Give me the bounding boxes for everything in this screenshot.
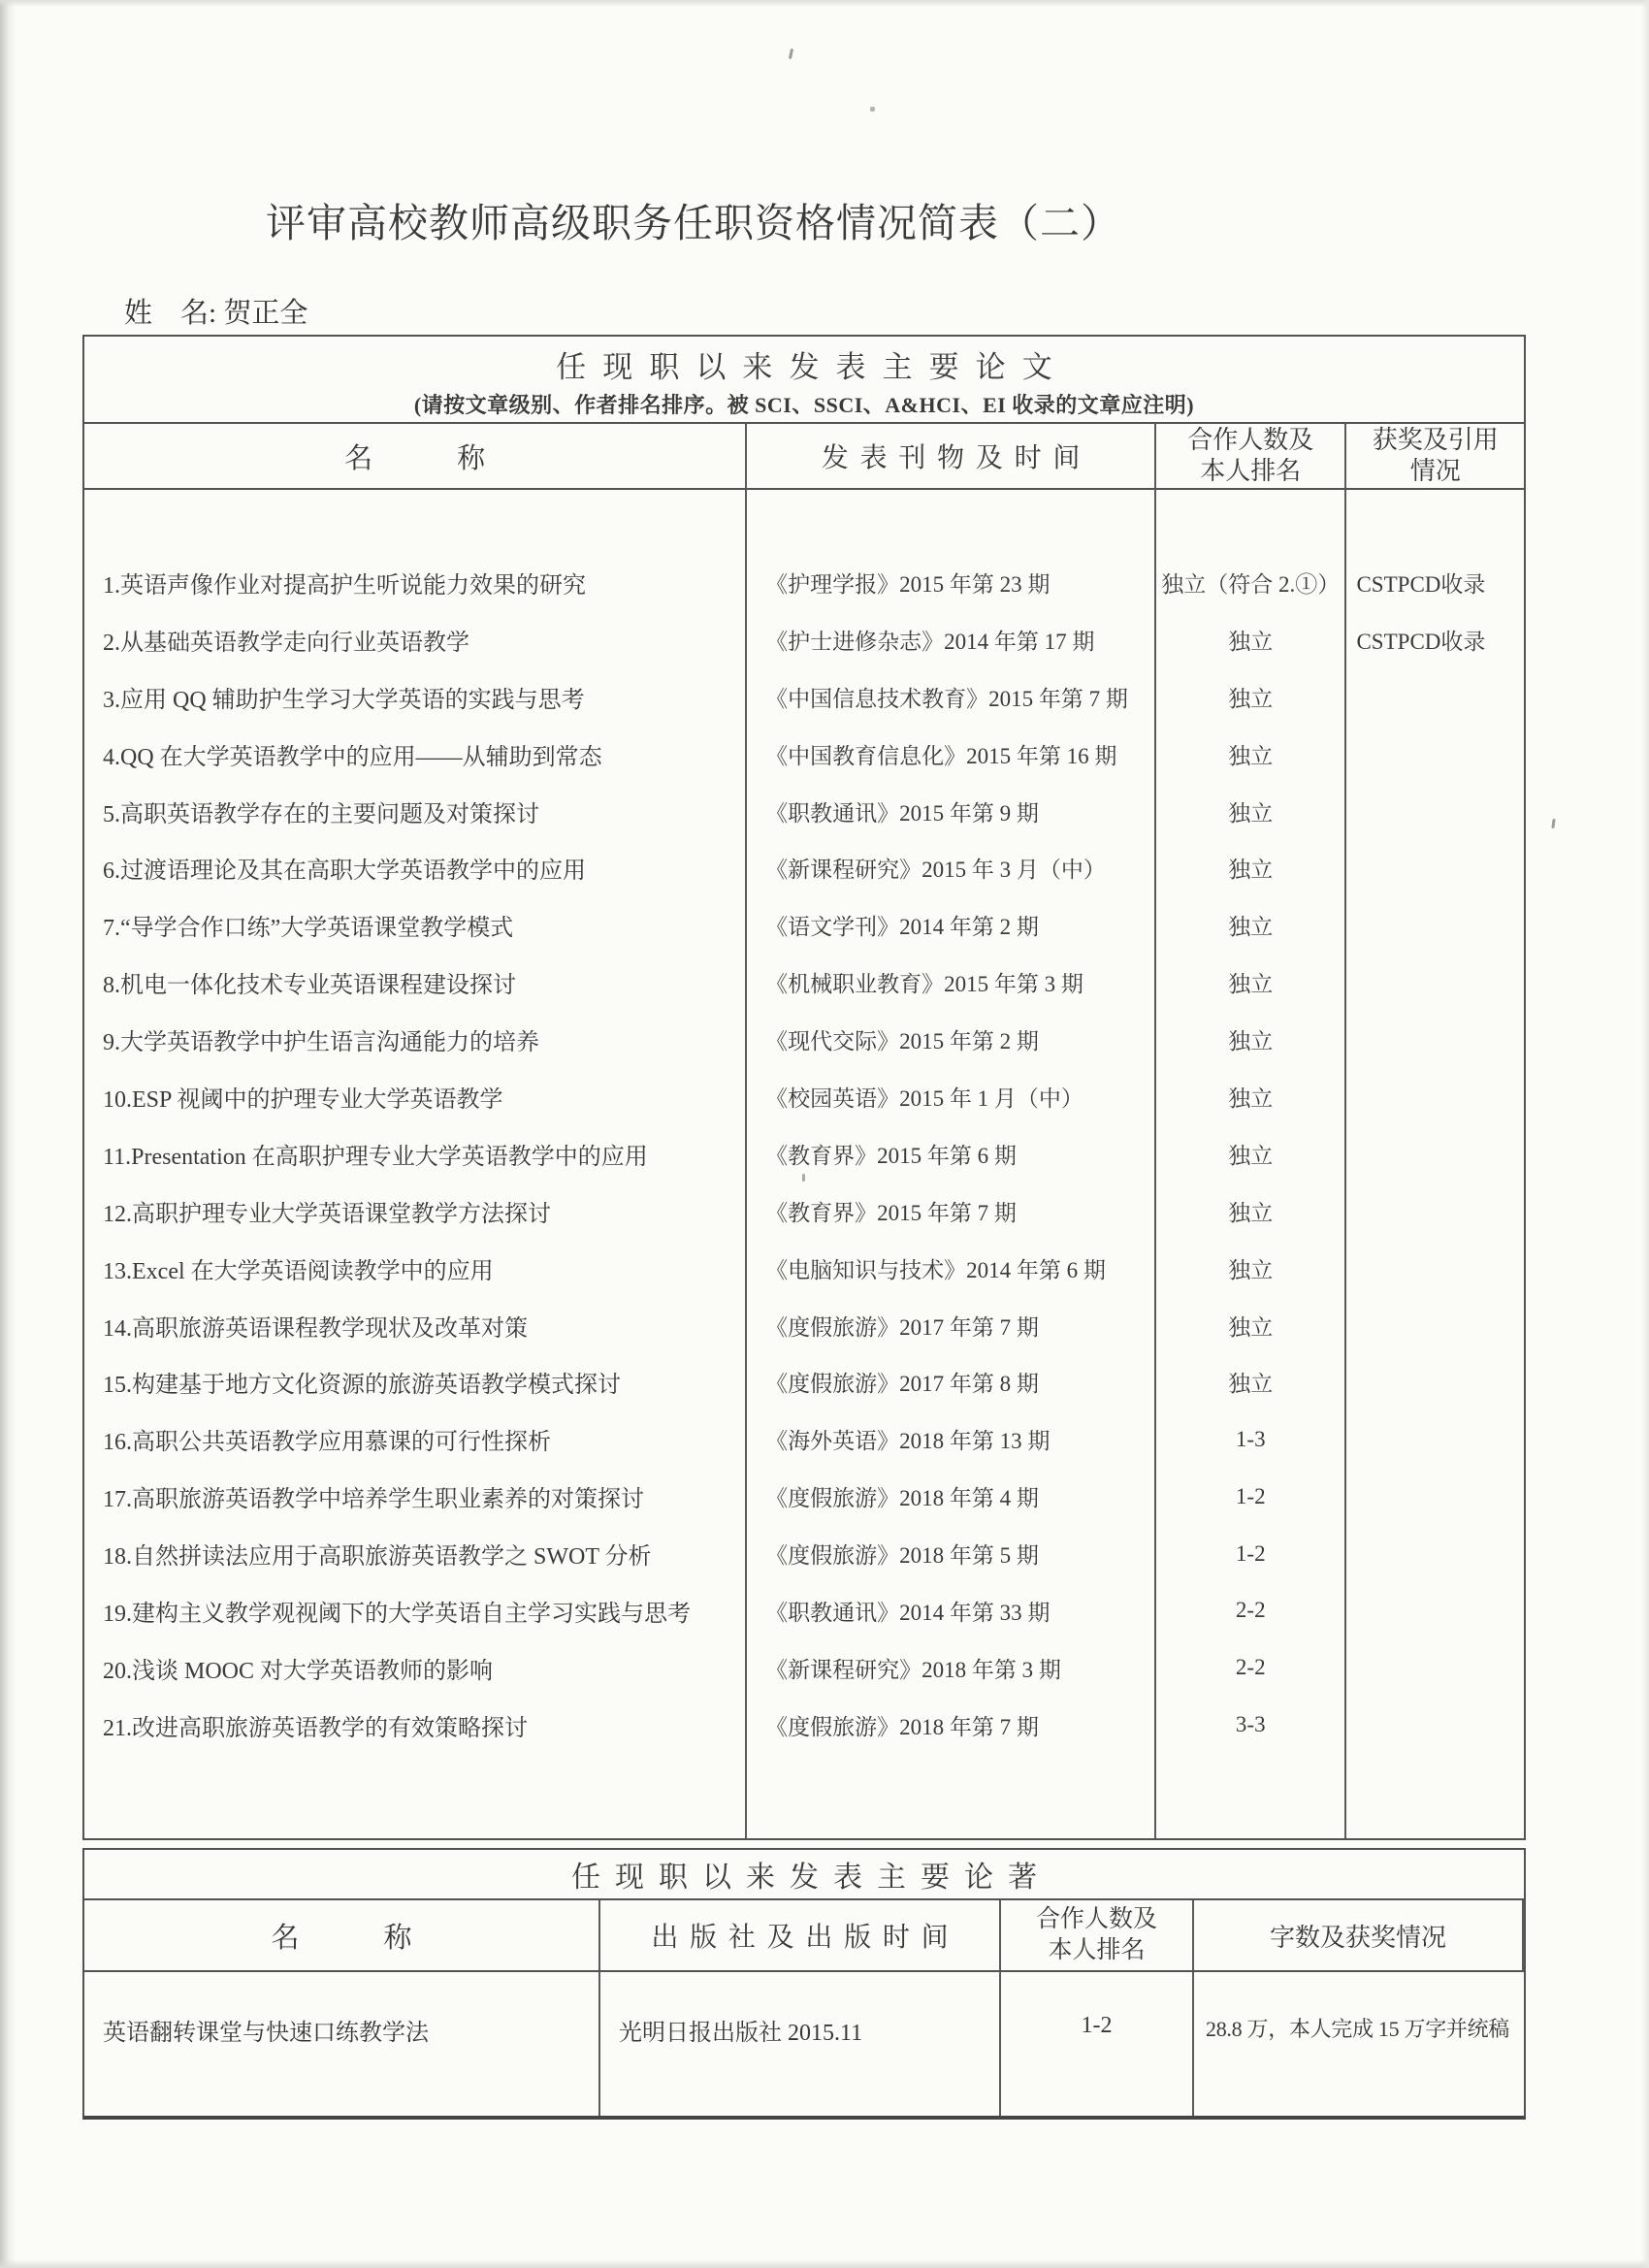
paper-award — [1356, 1353, 1524, 1410]
book-publisher: 光明日报出版社 2015.11 — [600, 1972, 1001, 2116]
paper-title: 12.高职护理专业大学英语课堂教学方法探讨 — [103, 1201, 551, 1227]
paper-journal: 《校园英语》2015 年 1 月（中） — [765, 1085, 1083, 1111]
books-col-header-rank — [1001, 1900, 1194, 1970]
paper-title: 19.建构主义教学观视阈下的大学英语自主学习实践与思考 — [103, 1601, 691, 1627]
paper-journal: 《教育界》2015 年第 6 期 — [765, 1143, 1017, 1168]
paper-rank: 独立（符合 2.①） — [1161, 571, 1341, 597]
paper-rank: 独立 — [1228, 858, 1274, 883]
paper-journal: 《新课程研究》2015 年 3 月（中） — [765, 858, 1106, 883]
paper-rank: 1-2 — [1235, 1483, 1266, 1508]
paper-award: CSTPCD收录 — [1356, 629, 1486, 654]
book-words: 28.8 万，本人完成 15 万字并统稿 — [1206, 2017, 1510, 2041]
books-table-row — [84, 1972, 1524, 2116]
paper-title: 17.高职旅游英语教学中培养学生职业素养的对策探讨 — [103, 1487, 644, 1513]
paper-award — [1356, 1525, 1524, 1582]
paper-rank: 独立 — [1228, 972, 1274, 997]
page-title: 评审高校教师高级职务任职资格情况简表（二） — [266, 201, 1121, 245]
papers-table-body — [84, 490, 1524, 1838]
papers-table — [82, 335, 1526, 1840]
papers-section-title: 任现职以来发表主要论文 — [556, 350, 1069, 384]
paper-award — [1356, 1125, 1524, 1183]
paper-award — [1356, 726, 1524, 783]
col-header-journal: 发表刊物及时间 — [747, 424, 1156, 488]
col-header-rank-line2: 本人排名 — [1200, 457, 1302, 485]
paper-rank: 3-3 — [1235, 1712, 1266, 1737]
paper-rank: 1-2 — [1235, 1540, 1266, 1566]
paper-rank: 独立 — [1228, 1085, 1274, 1111]
col-header-name: 名 称 — [84, 424, 747, 488]
col-header-award — [1346, 424, 1524, 488]
name-label: 姓 名: — [124, 298, 224, 329]
paper-title: 14.高职旅游英语课程教学现状及改革对策 — [103, 1315, 528, 1342]
paper-journal: 《新课程研究》2018 年第 3 期 — [765, 1657, 1061, 1682]
paper-title: 21.改进高职旅游英语教学的有效策略探讨 — [103, 1715, 528, 1741]
paper-journal: 《职教通讯》2015 年第 9 期 — [765, 800, 1039, 826]
book-rank: 1-2 — [1001, 1972, 1194, 2116]
paper-journal: 《职教通讯》2014 年第 33 期 — [765, 1600, 1051, 1625]
col-header-award-line2: 情况 — [1409, 457, 1461, 485]
paper-title: 18.自然拼读法应用于高职旅游英语教学之 SWOT 分析 — [103, 1544, 652, 1571]
paper-journal: 《电脑知识与技术》2014 年第 6 期 — [765, 1257, 1106, 1282]
paper-journal: 《教育界》2015 年第 7 期 — [765, 1200, 1017, 1225]
paper-award — [1356, 1183, 1524, 1240]
paper-award — [1356, 1582, 1524, 1639]
paper-rank: 独立 — [1228, 1143, 1274, 1168]
paper-title: 10.ESP 视阈中的护理专业大学英语教学 — [103, 1086, 503, 1113]
scan-edge-bottom — [0, 2259, 1649, 2268]
books-col-header-publisher: 出版社及出版时间 — [600, 1900, 1001, 1970]
papers-col-awards — [1346, 490, 1524, 1838]
scan-edge-top — [0, 0, 1649, 7]
papers-col-ranks — [1156, 490, 1346, 1838]
paper-rank: 2-2 — [1235, 1655, 1266, 1680]
paper-award — [1356, 1011, 1524, 1068]
paper-journal: 《中国信息技术教育》2015 年第 7 期 — [765, 686, 1128, 711]
paper-journal: 《海外英语》2018 年第 13 期 — [765, 1429, 1051, 1454]
paper-journal: 《护士进修杂志》2014 年第 17 期 — [765, 629, 1095, 654]
paper-rank: 独立 — [1228, 915, 1274, 940]
paper-rank: 独立 — [1228, 1200, 1274, 1225]
paper-title: 4.QQ 在大学英语教学中的应用——从辅助到常态 — [103, 744, 602, 770]
papers-column-headers — [84, 424, 1524, 490]
paper-title: 6.过渡语理论及其在高职大学英语教学中的应用 — [103, 859, 586, 885]
col-header-award-line1: 获奖及引用 — [1372, 425, 1499, 454]
paper-rank: 独立 — [1228, 1372, 1274, 1397]
paper-journal: 《语文学刊》2014 年第 2 期 — [765, 915, 1039, 940]
scan-edge-right — [1641, 0, 1649, 2268]
scan-speck — [870, 107, 875, 112]
col-header-rank-line1: 合作人数及 — [1187, 425, 1314, 454]
paper-award — [1356, 896, 1524, 954]
book-title: 英语翻转课堂与快速口练教学法 — [84, 1972, 600, 2116]
paper-title: 20.浅谈 MOOC 对大学英语教师的影响 — [103, 1658, 494, 1684]
paper-title: 8.机电一体化技术专业英语课程建设探讨 — [103, 973, 516, 999]
paper-journal: 《度假旅游》2017 年第 8 期 — [765, 1372, 1039, 1397]
paper-rank: 独立 — [1228, 1257, 1274, 1282]
paper-journal: 《机械职业教育》2015 年第 3 期 — [765, 972, 1083, 997]
paper-rank: 独立 — [1228, 800, 1274, 826]
scan-speck — [789, 49, 793, 59]
paper-title: 7.“导学合作口练”大学英语课堂教学模式 — [103, 916, 514, 942]
scan-speck — [1551, 819, 1555, 828]
paper-title: 9.大学英语教学中护生语言沟通能力的培养 — [103, 1030, 539, 1056]
paper-award — [1356, 783, 1524, 840]
paper-award: CSTPCD收录 — [1356, 571, 1486, 597]
col-header-rank — [1156, 424, 1346, 488]
paper-title: 13.Excel 在大学英语阅读教学中的应用 — [103, 1258, 494, 1284]
books-column-headers — [84, 1900, 1524, 1972]
paper-rank: 2-2 — [1235, 1598, 1266, 1623]
paper-award — [1356, 1639, 1524, 1697]
paper-journal: 《现代交际》2015 年第 2 期 — [765, 1029, 1039, 1054]
paper-rank: 独立 — [1228, 743, 1274, 768]
paper-journal: 《度假旅游》2018 年第 4 期 — [765, 1486, 1039, 1511]
paper-rank: 独立 — [1228, 686, 1274, 711]
books-col-header-rank-line1: 合作人数及 — [1035, 1905, 1157, 1932]
paper-journal: 《度假旅游》2018 年第 5 期 — [765, 1543, 1039, 1569]
paper-award — [1356, 1068, 1524, 1125]
paper-title: 5.高职英语教学存在的主要问题及对策探讨 — [103, 801, 539, 827]
books-table — [82, 1848, 1526, 2120]
name-value: 贺正全 — [223, 298, 308, 329]
paper-award — [1356, 839, 1524, 896]
paper-journal: 《度假旅游》2018 年第 7 期 — [765, 1714, 1039, 1739]
paper-award — [1356, 1240, 1524, 1297]
paper-title: 1.英语声像作业对提高护生听说能力效果的研究 — [103, 572, 586, 599]
paper-rank: 独立 — [1228, 1314, 1274, 1340]
paper-title: 11.Presentation 在高职护理专业大学英语教学中的应用 — [103, 1144, 648, 1170]
paper-award — [1356, 1468, 1524, 1525]
books-col-header-words: 字数及获奖情况 — [1194, 1900, 1524, 1970]
scan-edge-left — [0, 0, 16, 2268]
paper-title: 3.应用 QQ 辅助护生学习大学英语的实践与思考 — [103, 687, 585, 713]
books-section-title: 任现职以来发表主要论著 — [84, 1850, 1524, 1900]
name-line — [124, 291, 307, 331]
papers-col-titles — [84, 490, 747, 1838]
paper-title: 15.构建基于地方文化资源的旅游英语教学模式探讨 — [103, 1373, 621, 1399]
paper-rank: 1-3 — [1235, 1426, 1266, 1451]
papers-section-note: (请按文章级别、作者排名排序。被 SCI、SSCI、A&HCI、EI 收录的文章应注明) — [413, 393, 1195, 417]
paper-rank: 独立 — [1228, 1029, 1274, 1054]
paper-title: 16.高职公共英语教学应用慕课的可行性探析 — [103, 1430, 551, 1456]
paper-award — [1356, 668, 1524, 726]
paper-award — [1356, 1297, 1524, 1354]
papers-table-header — [84, 337, 1524, 424]
paper-journal: 《护理学报》2015 年第 23 期 — [765, 571, 1051, 597]
papers-col-journals — [747, 490, 1156, 1838]
paper-award — [1356, 1697, 1524, 1754]
books-col-header-rank-line2: 本人排名 — [1048, 1937, 1146, 1963]
paper-journal: 《度假旅游》2017 年第 7 期 — [765, 1314, 1039, 1340]
paper-rank: 独立 — [1228, 629, 1274, 654]
paper-journal: 《中国教育信息化》2015 年第 16 期 — [765, 743, 1117, 768]
books-col-header-name: 名 称 — [84, 1900, 600, 1970]
paper-award — [1356, 954, 1524, 1011]
paper-award — [1356, 1410, 1524, 1468]
paper-title: 2.从基础英语教学走向行业英语教学 — [103, 630, 469, 656]
